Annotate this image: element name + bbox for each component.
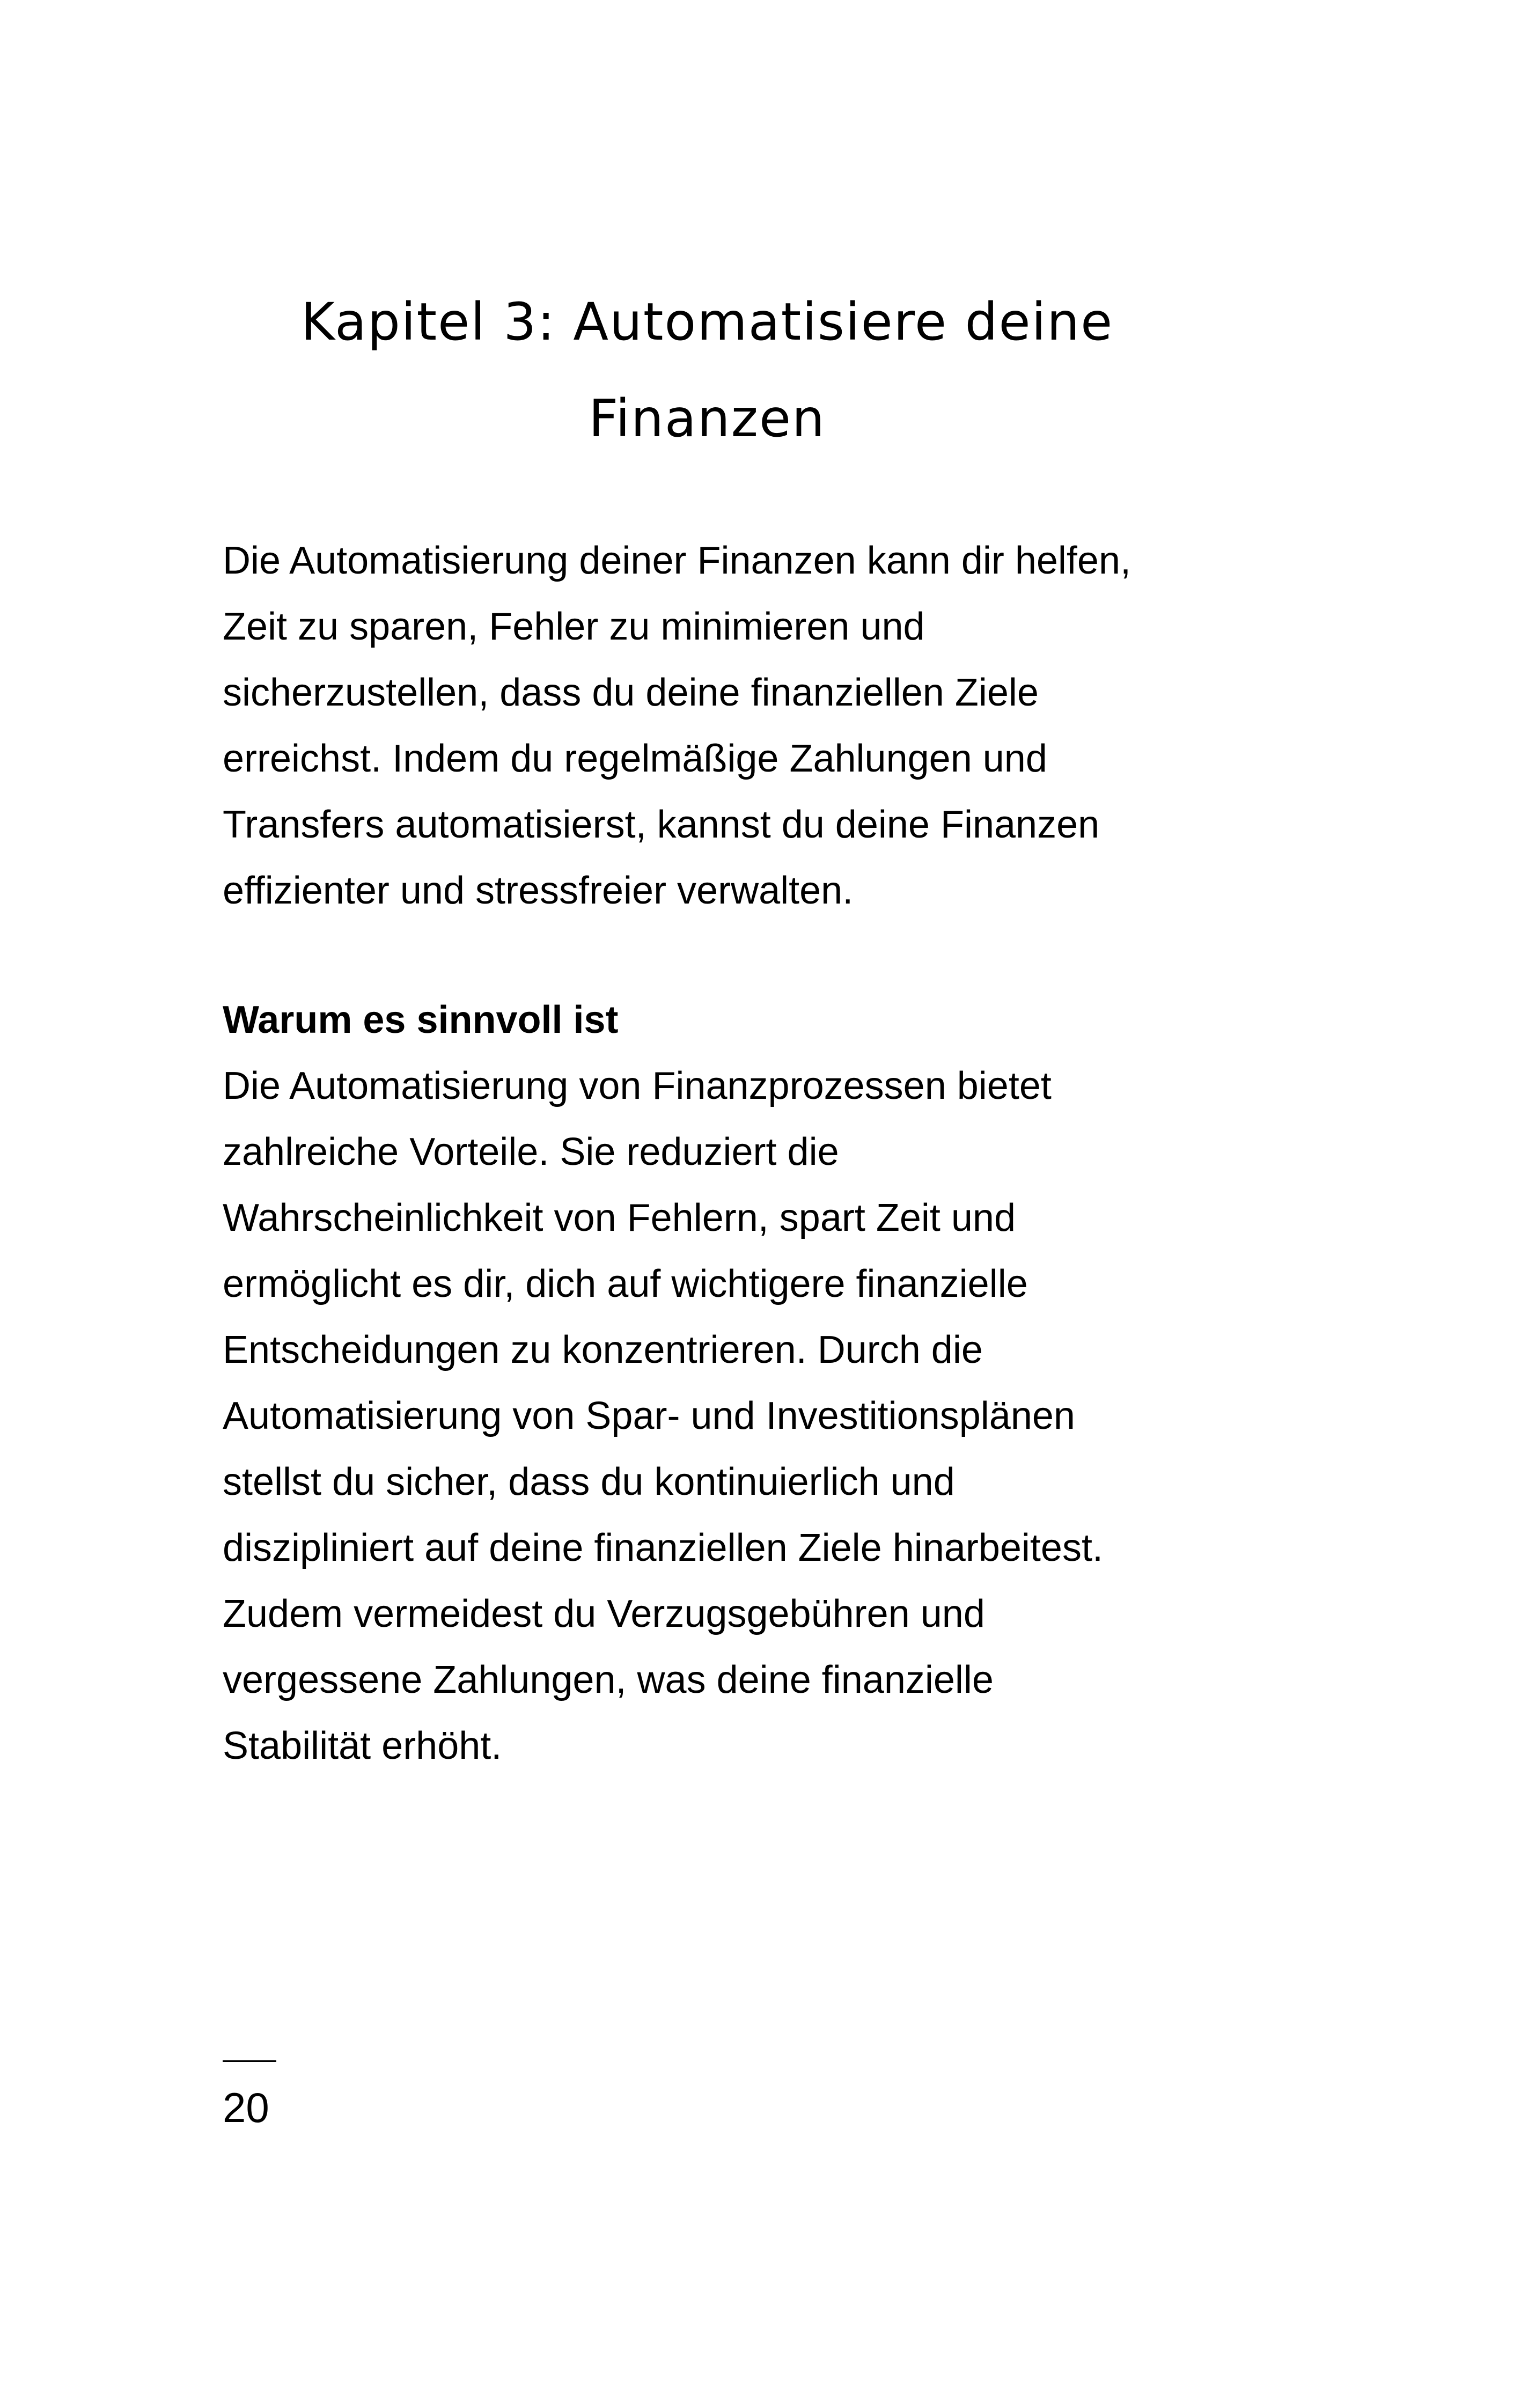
chapter-title — [224, 274, 1190, 467]
text-line: stellst du sicher, dass du kontinuierlich und — [223, 1460, 955, 1503]
text-line: Entscheidungen zu konzentrieren. Durch die — [223, 1328, 983, 1371]
text-line: Transfers automatisierst, kannst du deine Finanzen — [223, 803, 1100, 846]
text-line: Automatisierung von Spar- und Investitionsplänen — [223, 1394, 1075, 1437]
text-line: Die Automatisierung von Finanzprozessen bietet — [223, 1064, 1052, 1107]
intro-paragraph — [223, 528, 1296, 924]
text-line: Die Automatisierung deiner Finanzen kann dir helfen, — [223, 539, 1131, 582]
chapter-title-line: Kapitel 3: Automatisiere deine — [300, 292, 1114, 352]
text-line: diszipliniert auf deine finanziellen Ziele hinarbeitest. — [223, 1526, 1103, 1569]
chapter-title-line: Finanzen — [589, 388, 826, 449]
section-heading: Warum es sinnvoll ist — [223, 999, 619, 1041]
text-line: Wahrscheinlichkeit von Fehlern, spart Zeit und — [223, 1196, 1016, 1239]
text-line: sicherzustellen, dass du deine finanziellen Ziele — [223, 671, 1039, 714]
page-number: 20 — [223, 2084, 269, 2131]
text-line: erreichst. Indem du regelmäßige Zahlungen und — [223, 737, 1047, 780]
text-line: zahlreiche Vorteile. Sie reduziert die — [223, 1130, 839, 1173]
text-line: ermöglicht es dir, dich auf wichtigere finanzielle — [223, 1262, 1028, 1305]
text-line: Zeit zu sparen, Fehler zu minimieren und — [223, 605, 925, 648]
text-line: effizienter und stressfreier verwalten. — [223, 869, 854, 912]
footer-divider — [223, 2060, 276, 2062]
section-paragraph — [223, 1053, 1296, 1779]
text-line: Stabilität erhöht. — [223, 1724, 502, 1767]
text-line: Zudem vermeidest du Verzugsgebühren und — [223, 1592, 985, 1635]
text-line: vergessene Zahlungen, was deine finanzielle — [223, 1658, 994, 1701]
